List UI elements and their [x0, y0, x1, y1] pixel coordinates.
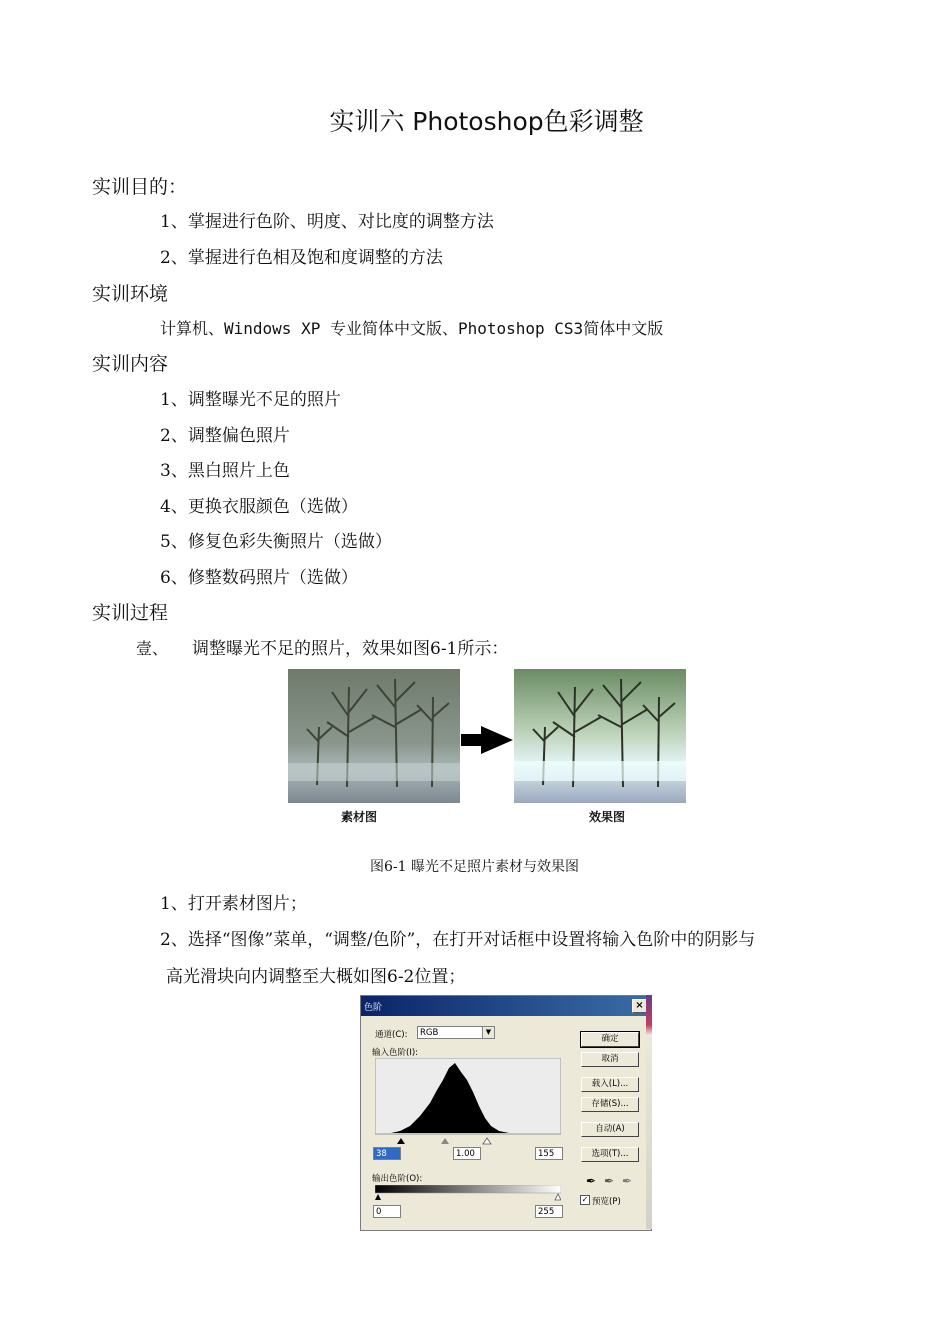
- preview-checkbox[interactable]: ✓: [581, 1195, 589, 1204]
- before-photo: [288, 669, 460, 803]
- purpose-item-1: 1、掌握进行色阶、明度、对比度的调整方法: [160, 212, 494, 232]
- before-label: 素材图: [341, 810, 378, 824]
- options-button[interactable]: 选项(T)...: [581, 1147, 639, 1162]
- cancel-button[interactable]: 取消: [581, 1052, 639, 1067]
- output-gradient: [375, 1185, 561, 1201]
- figure-caption: 图6-1 曝光不足照片素材与效果图: [370, 859, 579, 875]
- content-item-1: 1、调整曝光不足的照片: [160, 390, 341, 410]
- save-button[interactable]: 存储(S)...: [581, 1097, 639, 1112]
- step-marker: 壹、: [136, 639, 169, 658]
- ok-button[interactable]: 确定: [581, 1032, 639, 1047]
- purpose-item-2: 2、掌握进行色相及饱和度调整的方法: [160, 248, 443, 268]
- step-2: 2、选择“图像”菜单，“调整/色阶”，在打开对话框中设置将输入色阶中的阴影与: [160, 930, 756, 950]
- section-heading-process: 实训过程: [92, 602, 169, 624]
- output-black-field[interactable]: 0: [373, 1205, 401, 1218]
- content-item-5: 5、修复色彩失衡照片（选做）: [160, 532, 392, 552]
- load-button[interactable]: 载入(L)...: [581, 1077, 639, 1092]
- after-photo: [514, 669, 686, 803]
- content-item-6: 6、修整数码照片（选做）: [160, 568, 358, 588]
- gamma-slider[interactable]: [441, 1138, 449, 1144]
- environment-text: 计算机、Windows XP 专业简体中文版、Photoshop CS3简体中文版: [160, 319, 664, 338]
- preview-label: 预览(P): [592, 1197, 621, 1207]
- page-title: 实训六 Photoshop色彩调整: [329, 107, 644, 136]
- output-white-slider[interactable]: [555, 1194, 561, 1200]
- dialog-title: 色阶: [364, 1003, 383, 1013]
- gray-eyedropper-icon[interactable]: ✒: [604, 1174, 615, 1188]
- output-levels-label: 输出色阶(O):: [372, 1174, 423, 1184]
- input-black-field[interactable]: 38: [373, 1147, 401, 1160]
- channel-select[interactable]: [417, 1026, 495, 1039]
- content-item-4: 4、更换衣服颜色（选做）: [160, 497, 358, 517]
- black-eyedropper-icon[interactable]: ✒: [586, 1174, 597, 1188]
- section-heading-environment: 实训环境: [92, 283, 169, 305]
- input-white-field[interactable]: 155: [535, 1147, 563, 1160]
- dialog-background-edge: [646, 995, 652, 1229]
- section-heading-content: 实训内容: [92, 353, 169, 375]
- black-point-slider[interactable]: [397, 1138, 405, 1144]
- after-label: 效果图: [589, 810, 626, 824]
- close-icon[interactable]: ×: [632, 999, 647, 1013]
- exposure-comparison-figure: [287, 667, 687, 807]
- input-gamma-field[interactable]: 1.00: [453, 1147, 481, 1160]
- channel-value: RGB: [420, 1028, 439, 1038]
- channel-label: 通道(C):: [375, 1030, 408, 1040]
- step-1: 1、打开素材图片；: [160, 894, 307, 914]
- input-levels-label: 输入色阶(I):: [372, 1048, 419, 1058]
- output-black-slider[interactable]: [375, 1194, 381, 1200]
- dialog-titlebar: [361, 996, 651, 1016]
- auto-button[interactable]: 自动(A): [581, 1122, 639, 1137]
- output-white-field[interactable]: 255: [535, 1205, 563, 1218]
- step-2-continued: 高光滑块向内调整至大概如图6-2位置；: [166, 967, 466, 987]
- content-item-3: 3、黑白照片上色: [160, 461, 290, 481]
- content-item-2: 2、调整偏色照片: [160, 426, 290, 446]
- arrow-icon: [461, 726, 513, 754]
- white-eyedropper-icon[interactable]: ✒: [622, 1174, 633, 1188]
- section-heading-purpose: 实训目的：: [92, 176, 188, 198]
- step-one-text: 调整曝光不足的照片，效果如图6-1所示：: [192, 639, 509, 659]
- white-point-slider[interactable]: [483, 1138, 491, 1144]
- histogram: [375, 1058, 561, 1146]
- levels-dialog: [360, 995, 652, 1231]
- chevron-down-icon[interactable]: ▼: [482, 1027, 494, 1038]
